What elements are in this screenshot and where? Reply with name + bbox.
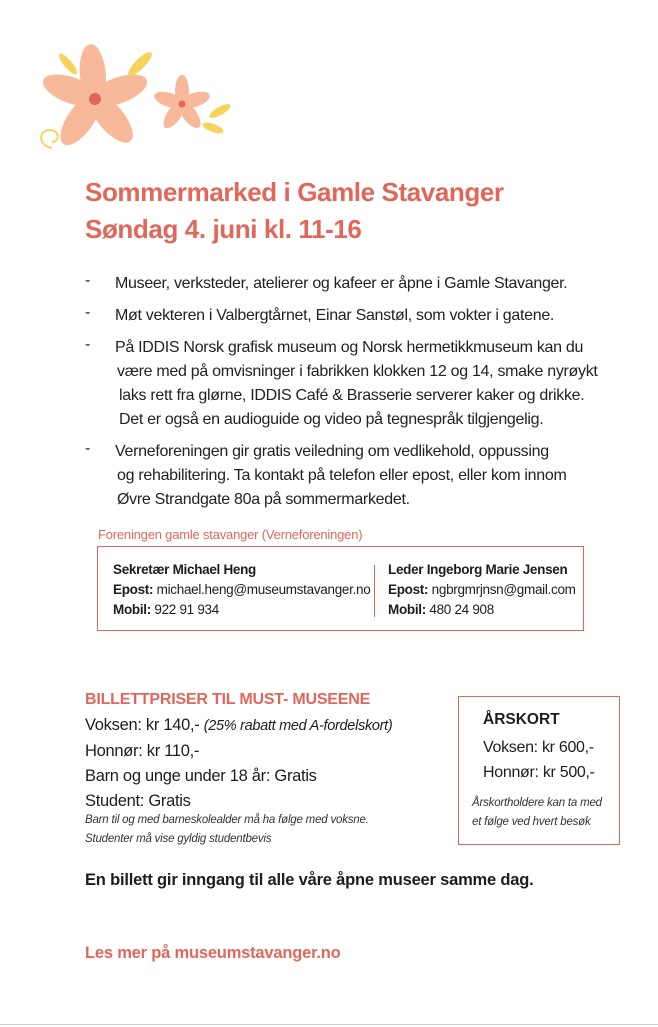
bullet-dash: -: [85, 440, 91, 457]
email-label: Epost:: [113, 582, 154, 597]
flower-illustration: [30, 36, 240, 161]
contact-divider: [374, 565, 375, 617]
list-item-text: Verneforeningen gir gratis veiledning om vedlikehold, oppussing: [115, 443, 549, 460]
contact-name: Sekretær Michael Heng: [113, 562, 257, 577]
annual-pass-adult: Voksen: kr 600,-: [483, 739, 594, 756]
price-student: Student: Gratis: [85, 792, 191, 810]
swirl-icon: [41, 130, 58, 148]
contact-email[interactable]: ngbrgmrjnsn@gmail.com: [431, 582, 576, 597]
price-footnote: [85, 811, 369, 849]
phone-label: Mobil:: [388, 602, 426, 617]
footnote-line: Studenter må vise gyldig studentbevis: [85, 833, 272, 845]
page-divider: [0, 1024, 658, 1025]
email-label: Epost:: [388, 582, 429, 597]
bullet-dash: -: [85, 272, 91, 289]
list-item-text: være med på omvisninger i fabrikken klokken 12 og 14, smake nyrøykt: [117, 363, 598, 380]
page-title: [85, 174, 504, 248]
title-line-2: Søndag 4. juni kl. 11-16: [85, 214, 362, 244]
activity-list: [85, 272, 605, 520]
price-adult: Voksen: kr 140,-: [85, 716, 200, 734]
annual-pass-title: ÅRSKORT: [483, 711, 560, 728]
price-senior: Honnør: kr 110,-: [85, 742, 200, 760]
price-adult-note: (25% rabatt med A-fordelskort): [203, 718, 393, 734]
list-item-text: laks rett fra glørne, IDDIS Café & Brasserie serverer kaker og drikke.: [119, 387, 585, 404]
annual-pass-box: [458, 696, 620, 845]
phone-label: Mobil:: [113, 602, 151, 617]
footnote-line: Barn til og med barneskolealder må ha følge med voksne.: [85, 814, 369, 826]
contact-box: [97, 546, 584, 631]
annual-pass-note-line: et følge ved hvert besøk: [472, 816, 591, 828]
contact-phone[interactable]: 922 91 934: [154, 602, 219, 617]
bullet-dash: -: [85, 336, 91, 353]
tagline: En billett gir inngang til alle våre åpne museer samme dag.: [85, 871, 534, 889]
flower-icon-small: [152, 75, 211, 132]
organization-label: Foreningen gamle stavanger (Verneforeningen): [98, 527, 363, 542]
list-item-text: På IDDIS Norsk grafisk museum og Norsk hermetikkmuseum kan du: [115, 339, 584, 356]
contact-card-secretary: [113, 560, 370, 620]
list-item-text: Det er også en audioguide og video på tegnespråk tilgjengelig.: [119, 411, 544, 428]
list-item: [85, 440, 605, 512]
list-item-text: og rehabilitering. Ta kontakt på telefon eller epost, eller kom innom: [117, 467, 567, 484]
contact-name: Leder Ingeborg Marie Jensen: [388, 562, 568, 577]
annual-pass-note-line: Årskortholdere kan ta med: [472, 797, 602, 809]
bullet-dash: -: [85, 304, 91, 321]
list-item: [85, 336, 605, 432]
contact-phone[interactable]: 480 24 908: [429, 602, 494, 617]
contact-card-leader: [388, 560, 576, 620]
ticket-prices-list: [85, 713, 392, 814]
price-children: Barn og unge under 18 år: Gratis: [85, 767, 317, 785]
contact-email[interactable]: michael.heng@museumstavanger.no: [156, 582, 371, 597]
annual-pass-prices: [483, 735, 595, 785]
list-item-text: Møt vekteren i Valbergtårnet, Einar Sanstøl, som vokter i gatene.: [115, 307, 555, 324]
annual-pass-note: [472, 794, 602, 832]
ticket-prices-heading: BILLETTPRISER TIL MUST- MUSEENE: [85, 691, 371, 708]
flower-icon-large: [39, 43, 151, 151]
list-item: [85, 272, 605, 296]
read-more-link[interactable]: Les mer på museumstavanger.no: [85, 944, 341, 962]
title-line-1: Sommermarked i Gamle Stavanger: [85, 177, 504, 207]
list-item-text: Museer, verksteder, atelierer og kafeer er åpne i Gamle Stavanger.: [115, 275, 568, 292]
annual-pass-senior: Honnør: kr 500,-: [483, 764, 595, 781]
list-item: [85, 304, 605, 328]
list-item-text: Øvre Strandgate 80a på sommermarkedet.: [117, 491, 410, 508]
